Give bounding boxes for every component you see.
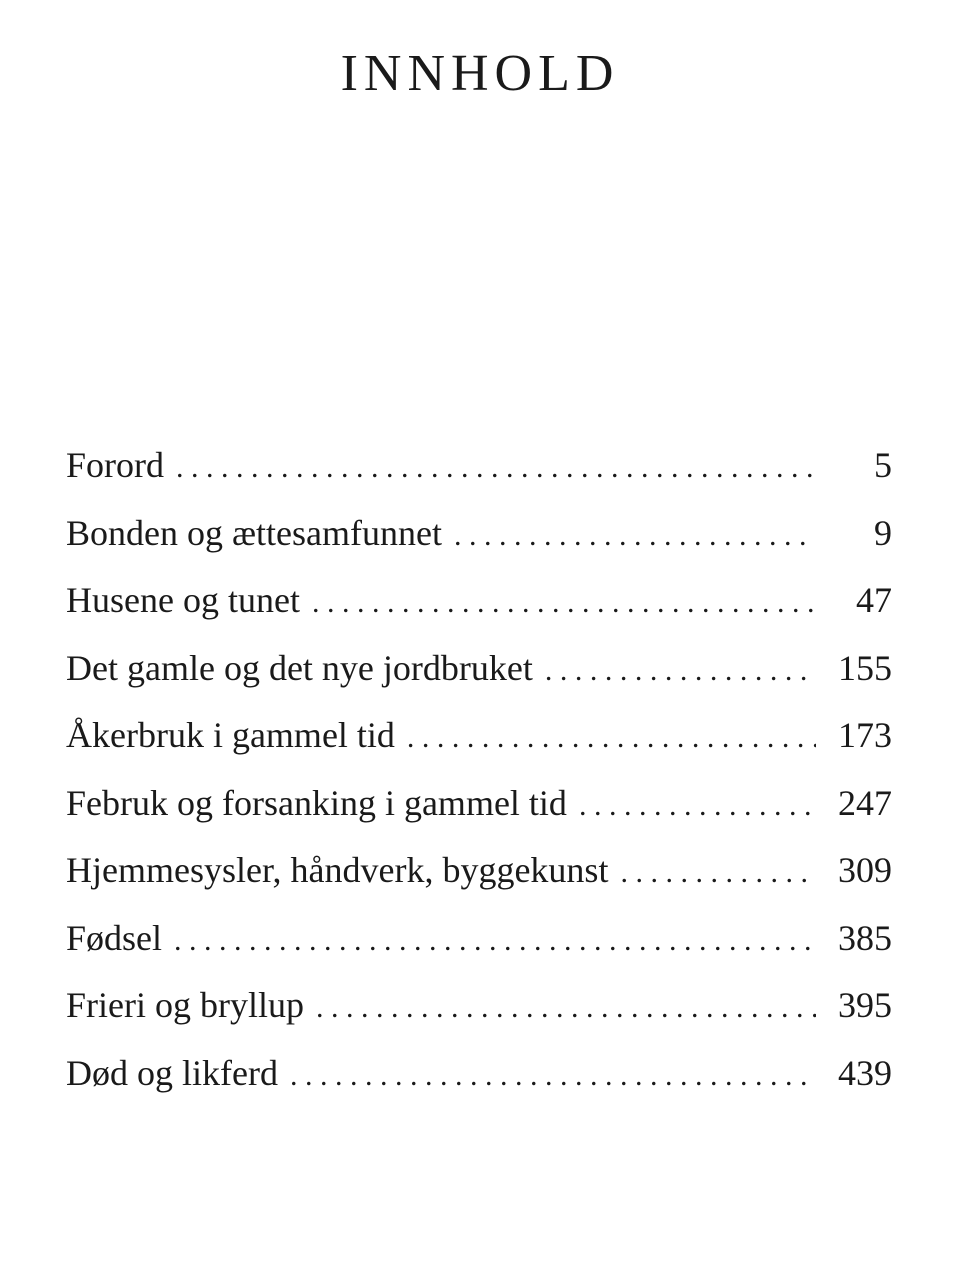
toc-entry-hjemmesysler bbox=[66, 849, 892, 917]
toc-entry-husene bbox=[66, 579, 892, 647]
toc-entry-label: Frieri og bryllup bbox=[66, 985, 304, 1025]
dot-leader bbox=[579, 789, 816, 823]
toc-entry-fodsel bbox=[66, 917, 892, 985]
toc-entry-page: 173 bbox=[838, 715, 892, 755]
dot-leader bbox=[545, 654, 816, 688]
dot-leader bbox=[620, 856, 816, 890]
toc-entry-label: Fødsel bbox=[66, 917, 163, 958]
toc-entry-page: 385 bbox=[838, 917, 892, 958]
toc-entry-label: Forord bbox=[66, 445, 164, 485]
dot-leader bbox=[407, 721, 816, 755]
dot-leader bbox=[290, 1059, 816, 1093]
table-of-contents bbox=[66, 444, 892, 1119]
toc-entry-page: 439 bbox=[838, 1052, 892, 1093]
toc-entry-label: Hjemmesysler, håndverk, byggekunst bbox=[66, 850, 609, 890]
toc-entry-akerbruk bbox=[66, 714, 892, 782]
toc-entry-page: 155 bbox=[838, 647, 892, 688]
toc-entry-dod bbox=[66, 1052, 892, 1120]
page-title: INNHOLD bbox=[340, 45, 620, 102]
dot-leader bbox=[316, 991, 816, 1025]
dot-leader bbox=[176, 451, 816, 485]
toc-entry-februk bbox=[66, 782, 892, 850]
toc-entry-label: Død og likferd bbox=[66, 1052, 278, 1093]
toc-entry-page: 9 bbox=[874, 512, 892, 553]
toc-entry-label: Februk og forsanking i gammel tid bbox=[66, 782, 567, 823]
toc-entry-frieri bbox=[66, 984, 892, 1052]
toc-entry-page: 309 bbox=[838, 850, 892, 890]
toc-entry-forord bbox=[66, 444, 892, 512]
dot-leader bbox=[312, 586, 816, 620]
toc-entry-label: Det gamle og det nye jordbruket bbox=[66, 647, 533, 688]
toc-entry-page: 5 bbox=[874, 445, 892, 485]
toc-entry-bonden bbox=[66, 512, 892, 580]
toc-entry-jordbruket bbox=[66, 647, 892, 715]
toc-entry-label: Åkerbruk i gammel tid bbox=[66, 715, 395, 755]
toc-entry-page: 247 bbox=[838, 782, 892, 823]
toc-entry-page: 47 bbox=[856, 580, 892, 620]
dot-leader bbox=[174, 924, 816, 958]
toc-entry-label: Husene og tunet bbox=[66, 580, 300, 620]
toc-entry-label: Bonden og ættesamfunnet bbox=[66, 512, 442, 553]
dot-leader bbox=[454, 519, 816, 553]
toc-entry-page: 395 bbox=[838, 985, 892, 1025]
